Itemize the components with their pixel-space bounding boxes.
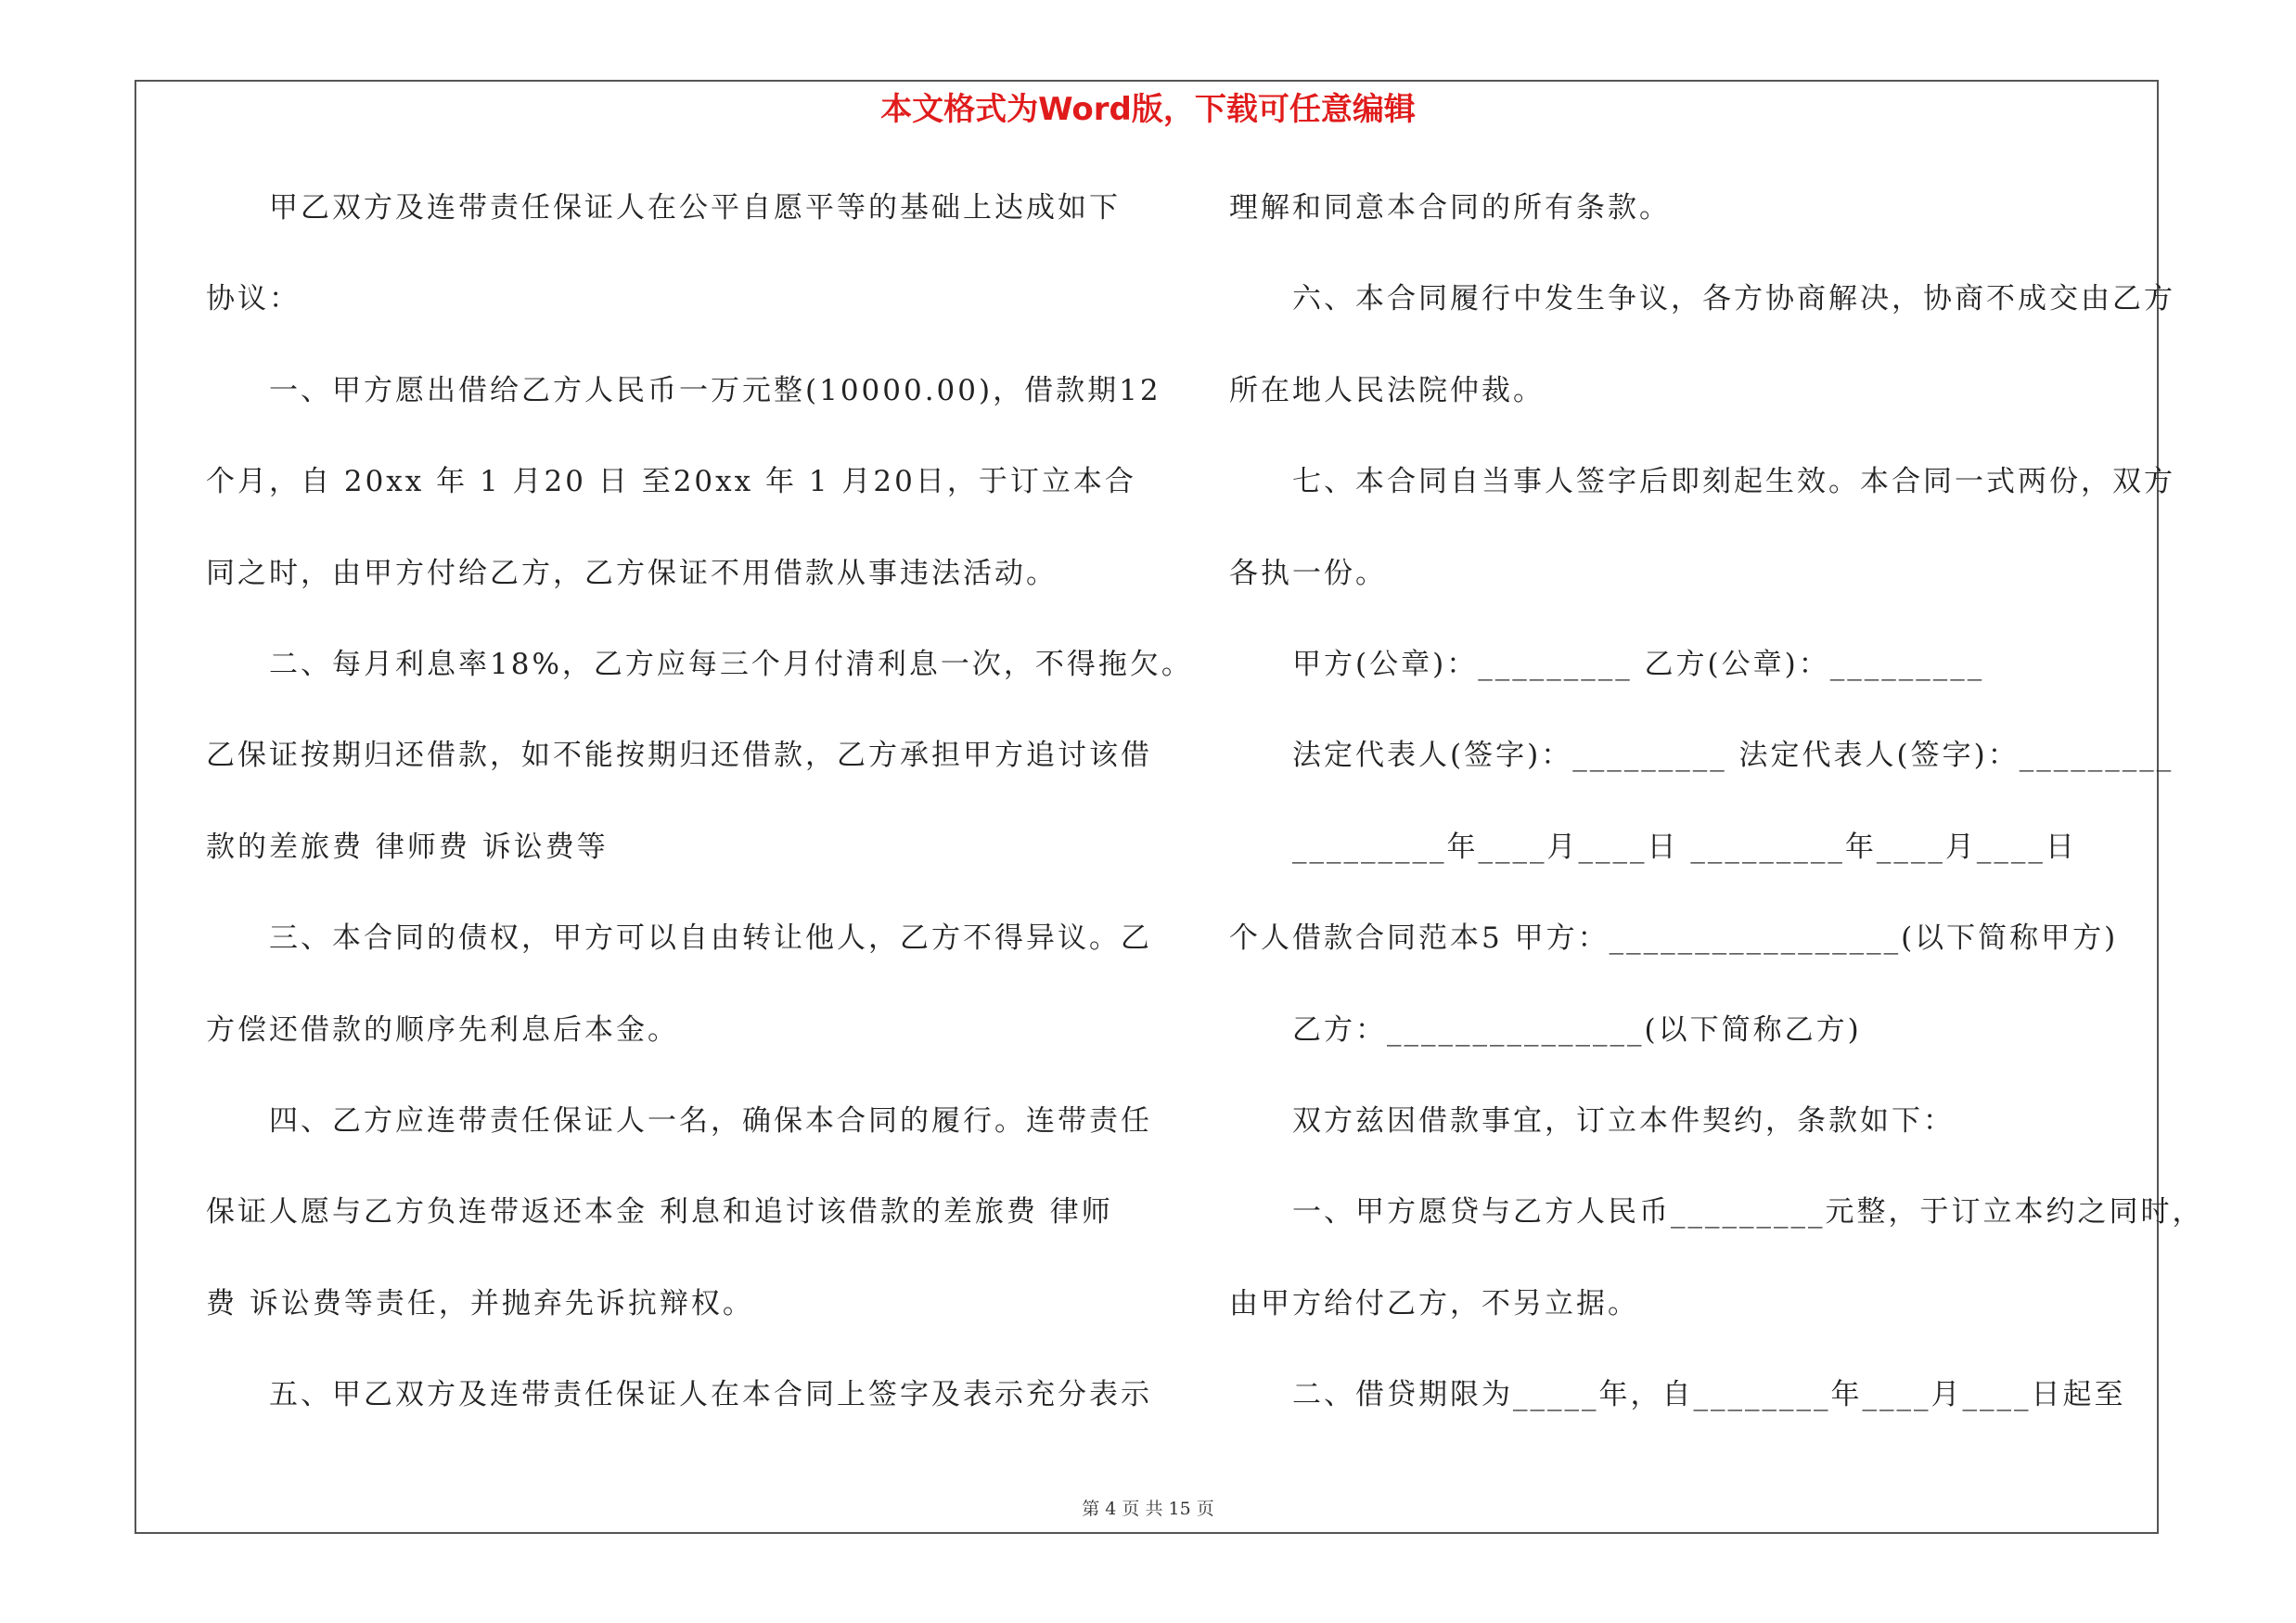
text-line: 二、借贷期限为_____年，自________年____月____日起至	[1292, 1378, 2126, 1412]
text-line: 所在地人民法院仲裁。	[1229, 373, 1545, 407]
text-line: 六、本合同履行中发生争议，各方协商解决，协商不成交由乙方	[1292, 282, 2175, 316]
text-line: 一、甲方愿出借给乙方人民币一万元整(10000.00)，借款期12	[269, 373, 1161, 407]
text-line: 方偿还借款的顺序先利息后本金。	[206, 1012, 679, 1047]
format-banner: 本文格式为Word版，下载可任意编辑	[880, 91, 1416, 128]
date-line: _________年____月____日 _________年____月____日	[1292, 830, 2077, 864]
text-line: 双方兹因借款事宜，订立本件契约，条款如下：	[1292, 1103, 1955, 1138]
text-line: 乙保证按期归还借款，如不能按期归还借款，乙方承担甲方追讨该借	[206, 739, 1152, 773]
text-line: 甲乙双方及连带责任保证人在公平自愿平等的基础上达成如下	[269, 191, 1121, 225]
text-line: 协议：	[206, 282, 301, 316]
text-line: 由甲方给付乙方，不另立据。	[1229, 1286, 1639, 1320]
text-line: 一、甲方愿贷与乙方人民币_________元整，于订立本约之同时，	[1292, 1195, 2204, 1230]
signature-line: 法定代表人(签字)：_________ 法定代表人(签字)：_________	[1292, 739, 2174, 773]
text-line: 二、每月利息率18%，乙方应每三个月付清利息一次，不得拖欠。	[269, 647, 1193, 681]
text-line: 费 诉讼费等责任，并抛弃先诉抗辩权。	[206, 1286, 754, 1320]
text-line: 保证人愿与乙方负连带返还本金 利息和追讨该借款的差旅费 律师	[206, 1195, 1113, 1230]
text-line: 七、本合同自当事人签字后即刻起生效。本合同一式两份，双方	[1292, 465, 2175, 499]
text-line: 三、本合同的债权，甲方可以自由转让他人，乙方不得异议。乙	[269, 921, 1152, 956]
text-line: 同之时，由甲方付给乙方，乙方保证不用借款从事违法活动。	[206, 556, 1058, 590]
section-heading: 个人借款合同范本5 甲方：_________________(以下简称甲方)	[1229, 921, 2119, 956]
left-column	[206, 184, 1193, 1462]
text-line: 五、甲乙双方及连带责任保证人在本合同上签字及表示充分表示	[269, 1378, 1152, 1412]
text-line: 乙方：_______________(以下简称乙方)	[1292, 1012, 1862, 1047]
text-line: 各执一份。	[1229, 556, 1387, 590]
page-number: 第 4 页 共 15 页	[1082, 1499, 1214, 1519]
text-line: 个月，自 20xx 年 1 月20 日 至20xx 年 1 月20日，于订立本合	[206, 465, 1136, 499]
signature-line: 甲方(公章)：_________ 乙方(公章)：_________	[1292, 647, 1985, 681]
right-column	[1229, 184, 2204, 1462]
text-line: 款的差旅费 律师费 诉讼费等	[206, 830, 609, 864]
text-line: 理解和同意本合同的所有条款。	[1229, 191, 1671, 225]
text-line: 四、乙方应连带责任保证人一名，确保本合同的履行。连带责任	[269, 1103, 1152, 1138]
